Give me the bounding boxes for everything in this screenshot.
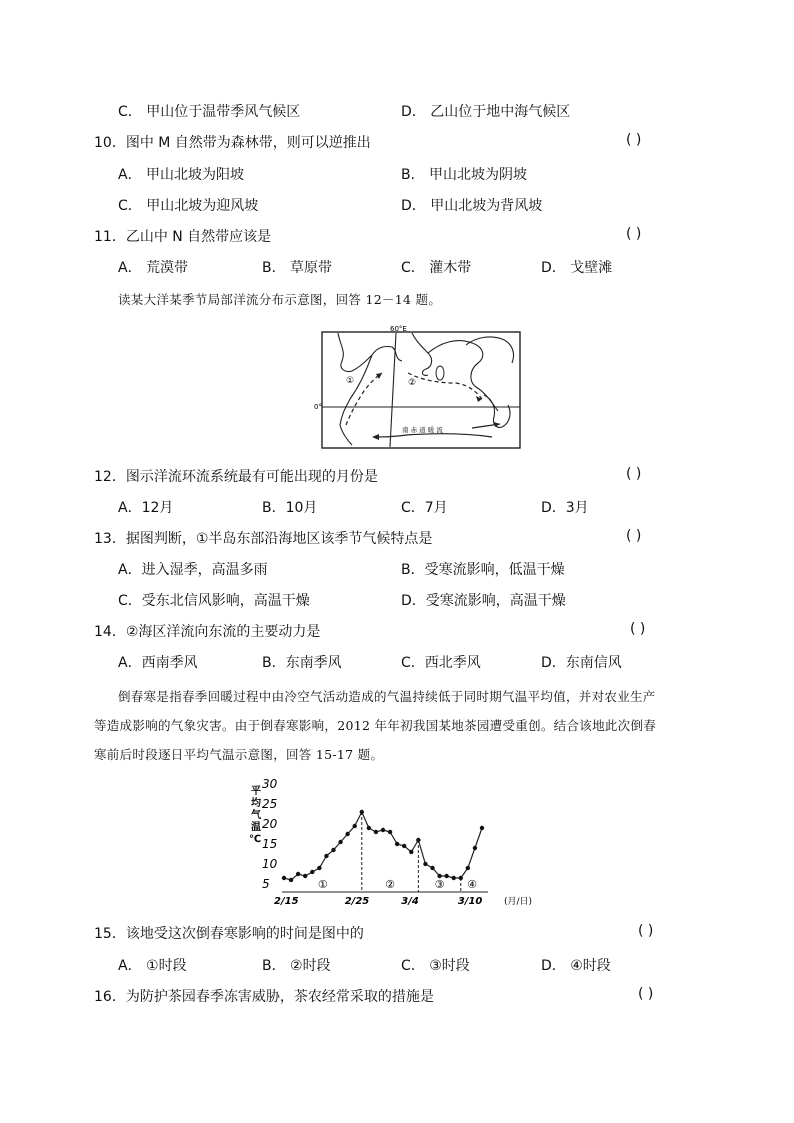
q15-option-c: C． ③时段: [401, 958, 470, 974]
data-point: [345, 832, 349, 836]
q14-option-d: D．东南信风: [541, 655, 622, 671]
data-point: [360, 810, 364, 814]
ocean-current-map: [316, 325, 526, 451]
q12-option-d: D．3月: [541, 500, 589, 516]
chart-ylabel-char-5: ℃: [249, 834, 262, 845]
data-point: [452, 876, 456, 880]
q15-answer-paren: ( ): [638, 923, 654, 939]
q13-answer-paren: ( ): [626, 528, 642, 544]
q9-option-c: C． 甲山位于温带季风气候区: [118, 104, 301, 120]
q11-option-a: A． 荒漠带: [118, 260, 189, 276]
q14-option-b: B．东南季风: [262, 655, 342, 671]
period-label: ①: [317, 878, 328, 891]
map-region-2-label: ②: [408, 378, 417, 388]
map-equator-label: 0°: [314, 403, 322, 411]
y-tick-label: 20: [262, 817, 278, 831]
q11-option-c: C． 灌木带: [401, 260, 472, 276]
q15-option-b: B． ②时段: [262, 958, 331, 974]
q14-option-a: A．西南季风: [118, 655, 198, 671]
x-tick-label: 3/10: [457, 896, 483, 907]
data-point: [402, 844, 406, 848]
data-point: [367, 826, 371, 830]
q15-option-a: A． ①时段: [118, 958, 187, 974]
q12-answer-paren: ( ): [626, 466, 642, 482]
q10-option-b: B． 甲山北坡为阴坡: [401, 167, 528, 183]
x-tick-label: 2/15: [274, 896, 299, 907]
data-point: [282, 876, 286, 880]
data-point: [310, 870, 314, 874]
data-point: [338, 840, 342, 844]
y-tick-label: 15: [262, 837, 278, 851]
q13-option-b: B．受寒流影响，低温干燥: [401, 562, 565, 578]
data-point: [444, 874, 448, 878]
chart-x-unit: (月/日): [504, 897, 533, 907]
data-point: [324, 854, 328, 858]
chart-ylabel: [249, 784, 262, 845]
q12-option-b: B．10月: [262, 500, 318, 516]
q15-option-d: D． ④时段: [541, 958, 611, 974]
q12-option-a: A．12月: [118, 500, 174, 516]
q14-answer-paren: ( ): [630, 621, 646, 637]
q14-stem: 14．②海区洋流向东流的主要动力是: [94, 624, 321, 640]
q16-answer-paren: ( ): [638, 986, 654, 1002]
data-point: [409, 850, 413, 854]
data-point: [331, 848, 335, 852]
data-point: [459, 876, 463, 880]
intro-cold-spring-line-3: 寒前后时段逐日平均气温示意图，回答 15-17 题。: [94, 747, 384, 762]
x-tick-label: 3/4: [401, 896, 419, 907]
y-tick-label: 25: [262, 797, 278, 811]
data-point: [303, 874, 307, 878]
q16-stem: 16．为防护茶园春季冻害威胁，茶农经常采取的措施是: [94, 989, 434, 1005]
data-point: [289, 878, 293, 882]
q10-option-c: C． 甲山北坡为迎风坡: [118, 198, 259, 214]
q10-option-d: D． 甲山北坡为背风坡: [401, 198, 543, 214]
q11-option-b: B． 草原带: [262, 260, 333, 276]
q11-stem: 11．乙山中 N 自然带应该是: [94, 229, 272, 245]
q9-option-d: D． 乙山位于地中海气候区: [401, 104, 571, 120]
q14-option-c: C．西北季风: [401, 655, 481, 671]
q13-option-c: C．受东北信风影响，高温干燥: [118, 593, 310, 609]
q11-answer-paren: ( ): [626, 226, 642, 242]
data-point: [353, 824, 357, 828]
y-tick-label: 5: [262, 877, 270, 891]
q13-option-a: A．进入湿季，高温多雨: [118, 562, 268, 578]
period-label: ③: [434, 878, 445, 891]
intro-ocean-current: 读某大洋某季节局部洋流分布示意图，回答 12－14 题。: [118, 292, 442, 307]
intro-cold-spring-line-2: 等造成影响的气象灾害。由于倒春寒影响，2012 年年初我国某地茶园遭受重创。结合该地此次倒春: [94, 718, 657, 733]
data-point: [381, 828, 385, 832]
map-current-label: 南 赤 道 暖 流: [402, 426, 443, 434]
chart-ylabel-char-2: 均: [251, 798, 261, 809]
data-point: [466, 866, 470, 870]
data-point: [388, 830, 392, 834]
chart-ylabel-char-4: 温: [251, 822, 261, 833]
temperature-chart: [248, 774, 548, 914]
q10-option-a: A． 甲山北坡为阳坡: [118, 167, 245, 183]
q15-stem: 15．该地受这次倒春寒影响的时间是图中的: [94, 926, 364, 942]
data-point: [423, 862, 427, 866]
x-tick-label: 2/25: [344, 896, 370, 907]
y-tick-label: 30: [262, 777, 278, 791]
q11-option-d: D． 戈壁滩: [541, 260, 613, 276]
intro-cold-spring-line-1: 倒春寒是指春季回暖过程中由冷空气活动造成的气温持续低于同时期气温平均值，并对农业生产: [118, 689, 656, 704]
chart-ylabel-char-1: 平: [251, 786, 261, 797]
q12-option-c: C．7月: [401, 500, 448, 516]
data-point: [416, 838, 420, 842]
period-label: ④: [467, 878, 477, 891]
chart-ylabel-char-3: 气: [251, 810, 261, 821]
q13-stem: 13．据图判断，①半岛东部沿海地区该季节气候特点是: [94, 531, 433, 547]
data-point: [296, 872, 300, 876]
map-region-1-label: ①: [346, 376, 355, 386]
q13-option-d: D．受寒流影响，高温干燥: [401, 593, 566, 609]
map-meridian-label: 60°E: [390, 325, 407, 333]
q12-stem: 12．图示洋流环流系统最有可能出现的月份是: [94, 469, 378, 485]
data-point: [430, 866, 434, 870]
y-tick-label: 10: [262, 857, 278, 871]
data-point: [395, 842, 399, 846]
data-point: [317, 866, 321, 870]
q10-answer-paren: ( ): [626, 132, 642, 148]
data-point: [473, 846, 477, 850]
data-point: [374, 830, 378, 834]
q10-stem: 10．图中 M 自然带为森林带，则可以逆推出: [94, 135, 371, 151]
data-point: [480, 826, 484, 830]
period-label: ②: [385, 878, 395, 891]
